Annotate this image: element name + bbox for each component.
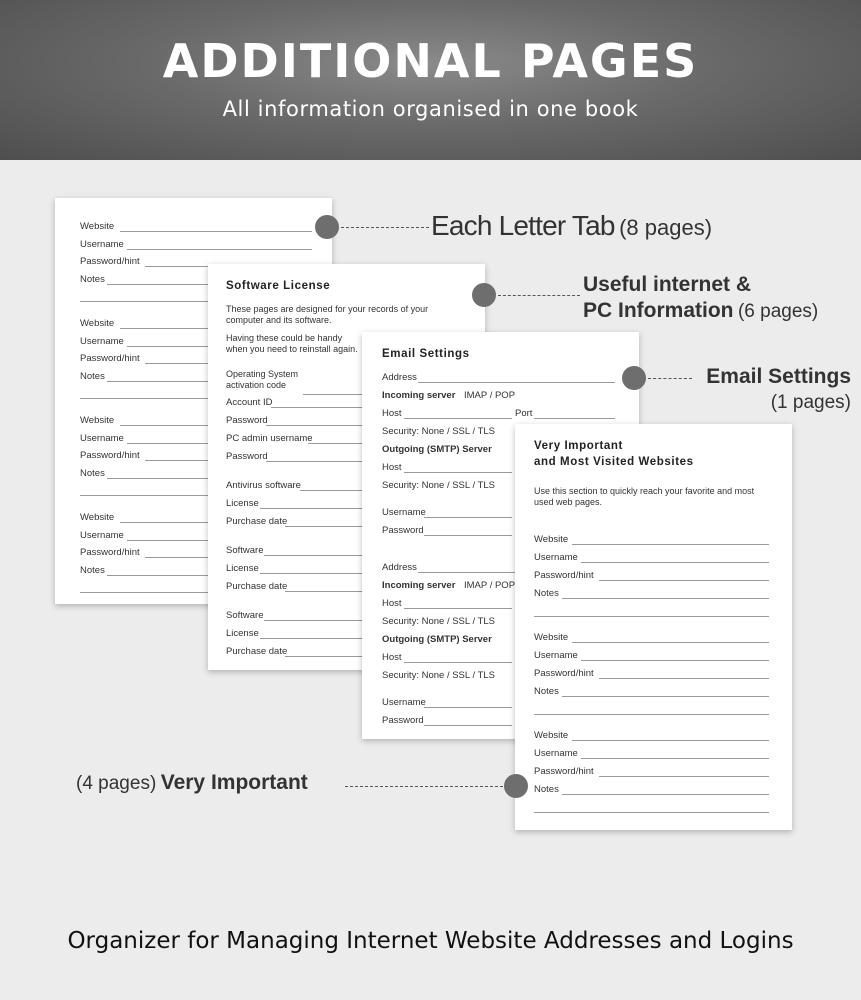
write-in-line [562,696,769,697]
password-row-label: Password [226,451,268,462]
username-row [515,552,792,564]
username-row [55,239,332,251]
purchase-date-row-label: Purchase date [226,516,288,527]
notes-row-label: Notes [534,588,559,599]
email-settings-title: Email Settings [382,348,470,360]
password-row-label: Password/hint [534,766,594,777]
write-in-line [581,660,769,661]
username-row-label: Username [80,530,124,541]
callout-important [76,771,308,795]
callout-internet-line1: Useful internet & [583,273,752,296]
security-row-label: Security: None / SSL / TLS [382,616,495,627]
port-label: Port [515,408,533,419]
username-row-label: Username [80,239,124,250]
write-in-line [404,662,512,663]
write-in-line [572,740,769,741]
notes-row [515,784,792,796]
host-row-label: Host [382,652,402,663]
website-row-label: Website [80,512,115,523]
website-row-label: Website [80,221,115,232]
password-row-label: Password/hint [80,450,140,461]
username-row-label: Username [534,650,578,661]
address-row [362,372,639,384]
write-in-line [581,562,769,563]
notes-row-label: Notes [80,371,105,382]
callout-internet [583,272,818,326]
callout-important-count: (4 pages) [76,773,157,794]
write-in-line [562,794,769,795]
write-in-line [599,776,769,777]
write-in-line [260,573,363,574]
password-row-label: Password/hint [534,668,594,679]
username-row-label: Username [80,336,124,347]
host-port-row [362,408,639,420]
write-in-line [424,725,512,726]
write-in-line [266,425,363,426]
pc-admin-row-label: PC admin username [226,433,313,444]
page-title: ADDITIONAL PAGES [162,34,699,88]
imap-pop-label: IMAP / POP [464,390,516,401]
license-row-label: License [226,628,259,639]
write-in-line [599,580,769,581]
incoming-server-row-label: Incoming server [382,580,456,591]
write-in-line [308,443,363,444]
purchase-date-row-label: Purchase date [226,646,288,657]
callout-letter-tab-main: Each Letter Tab [431,210,615,241]
callout-email-count: (1 pages) [770,392,851,413]
very-important-title-2: and Most Visited Websites [534,456,694,468]
software-row-label: Software [226,610,264,621]
callout-marker-internet [472,283,496,307]
write-in-line [264,620,363,621]
write-in-line [271,407,363,408]
notes-row-label: Notes [80,274,105,285]
username-row-label: Username [534,552,578,563]
page-subtitle: All information organised in one book [222,97,639,121]
write-in-line [418,382,615,383]
callout-line-internet [498,295,580,296]
purchase-date-row-label: Purchase date [226,581,288,592]
password-row-label: Password/hint [80,547,140,558]
license-row-label: License [226,498,259,509]
outgoing-server-row-label: Outgoing (SMTP) Server [382,444,492,455]
write-in-line [424,707,512,708]
write-in-line [424,517,512,518]
write-in-line [120,231,312,232]
password-row [515,668,792,680]
host-port-row-label: Host [382,408,402,419]
software-row-label: Software [226,545,264,556]
password-row-label: Password [226,415,268,426]
website-row-label: Website [534,632,569,643]
callout-line-email [648,378,692,379]
write-in-line [404,418,512,419]
write-in-line [285,591,363,592]
write-in-line [599,678,769,679]
callout-marker-important [504,774,528,798]
write-in-line [534,812,769,813]
website-row-label: Website [80,318,115,329]
header-banner [0,0,861,160]
footer-caption: Organizer for Managing Internet Website Addresses and Logins [67,928,794,954]
write-in-line [572,544,769,545]
write-in-line [572,642,769,643]
write-in-line [300,490,363,491]
notes-row-label: Notes [80,468,105,479]
outgoing-server-row-label: Outgoing (SMTP) Server [382,634,492,645]
write-in-line [562,598,769,599]
website-row-label: Website [534,534,569,545]
password-row-label: Password/hint [534,570,594,581]
write-in-line [266,461,363,462]
username-row [515,748,792,760]
callout-letter-tab-count: (8 pages) [619,215,713,240]
password-row-label: Password/hint [80,353,140,364]
write-in-line [534,418,615,419]
callout-marker-letter-tab [315,215,339,239]
antivirus-row-label: Antivirus software [226,480,301,491]
write-in-line [127,249,312,250]
website-row [515,632,792,644]
software-license-note: Having these could be handy when you need to reinstall again. [226,333,358,354]
software-license-title: Software License [226,280,331,292]
website-row-label: Website [534,730,569,741]
username-row-label: Username [534,748,578,759]
website-row-label: Website [80,415,115,426]
password-row-label: Password [382,715,424,726]
write-in-line [404,472,512,473]
username-row-label: Username [382,507,426,518]
callout-internet-line2: PC Information [583,299,734,322]
callout-email [706,364,851,416]
notes-row-label: Notes [80,565,105,576]
host-port-row-label: Host [382,598,402,609]
very-important-title-1: Very Important [534,440,623,452]
security-row-label: Security: None / SSL / TLS [382,670,495,681]
write-in-line [534,714,769,715]
callout-line-letter-tab [341,227,429,228]
callout-internet-count: (6 pages) [737,301,819,322]
notes-row [515,686,792,698]
password-row [515,766,792,778]
write-in-line [581,758,769,759]
security-row-label: Security: None / SSL / TLS [382,426,495,437]
license-row-label: License [226,563,259,574]
write-in-line [404,608,512,609]
incoming-server-row-label: Incoming server [382,390,456,401]
callout-marker-email [622,366,646,390]
username-row-label: Username [80,433,124,444]
very-important-page [515,424,792,830]
notes-row-label: Notes [534,784,559,795]
notes-extra-row [515,802,792,814]
write-in-line [534,616,769,617]
imap-pop-label: IMAP / POP [464,580,516,591]
address-row-label: Address [382,562,417,573]
notes-row [515,588,792,600]
notes-extra-row [515,606,792,618]
callout-line-important [345,786,503,787]
password-row-label: Password/hint [80,256,140,267]
write-in-line [260,638,363,639]
callout-email-main: Email Settings [706,365,851,388]
write-in-line [424,535,512,536]
website-row [515,534,792,546]
username-row [515,650,792,662]
os-activation-label: Operating System activation code [226,369,299,390]
password-row-label: Password [382,525,424,536]
notes-row-label: Notes [534,686,559,697]
callout-letter-tab [431,210,712,242]
password-row [515,570,792,582]
write-in-line [260,508,363,509]
host-row-label: Host [382,462,402,473]
callout-important-main: Very Important [160,771,308,794]
username-row-label: Username [382,697,426,708]
notes-extra-row [515,704,792,716]
address-row-label: Address [382,372,417,383]
website-row [55,221,332,233]
security-row-label: Security: None / SSL / TLS [382,480,495,491]
write-in-line [285,656,363,657]
incoming-server-row [362,390,639,402]
write-in-line [285,526,363,527]
account-id-row-label: Account ID [226,397,273,408]
website-row [515,730,792,742]
very-important-intro: Use this section to quickly reach your favorite and most used web pages. [534,486,755,507]
write-in-line [264,555,363,556]
software-license-intro: These pages are designed for your records of your computer and its software. [226,304,429,325]
